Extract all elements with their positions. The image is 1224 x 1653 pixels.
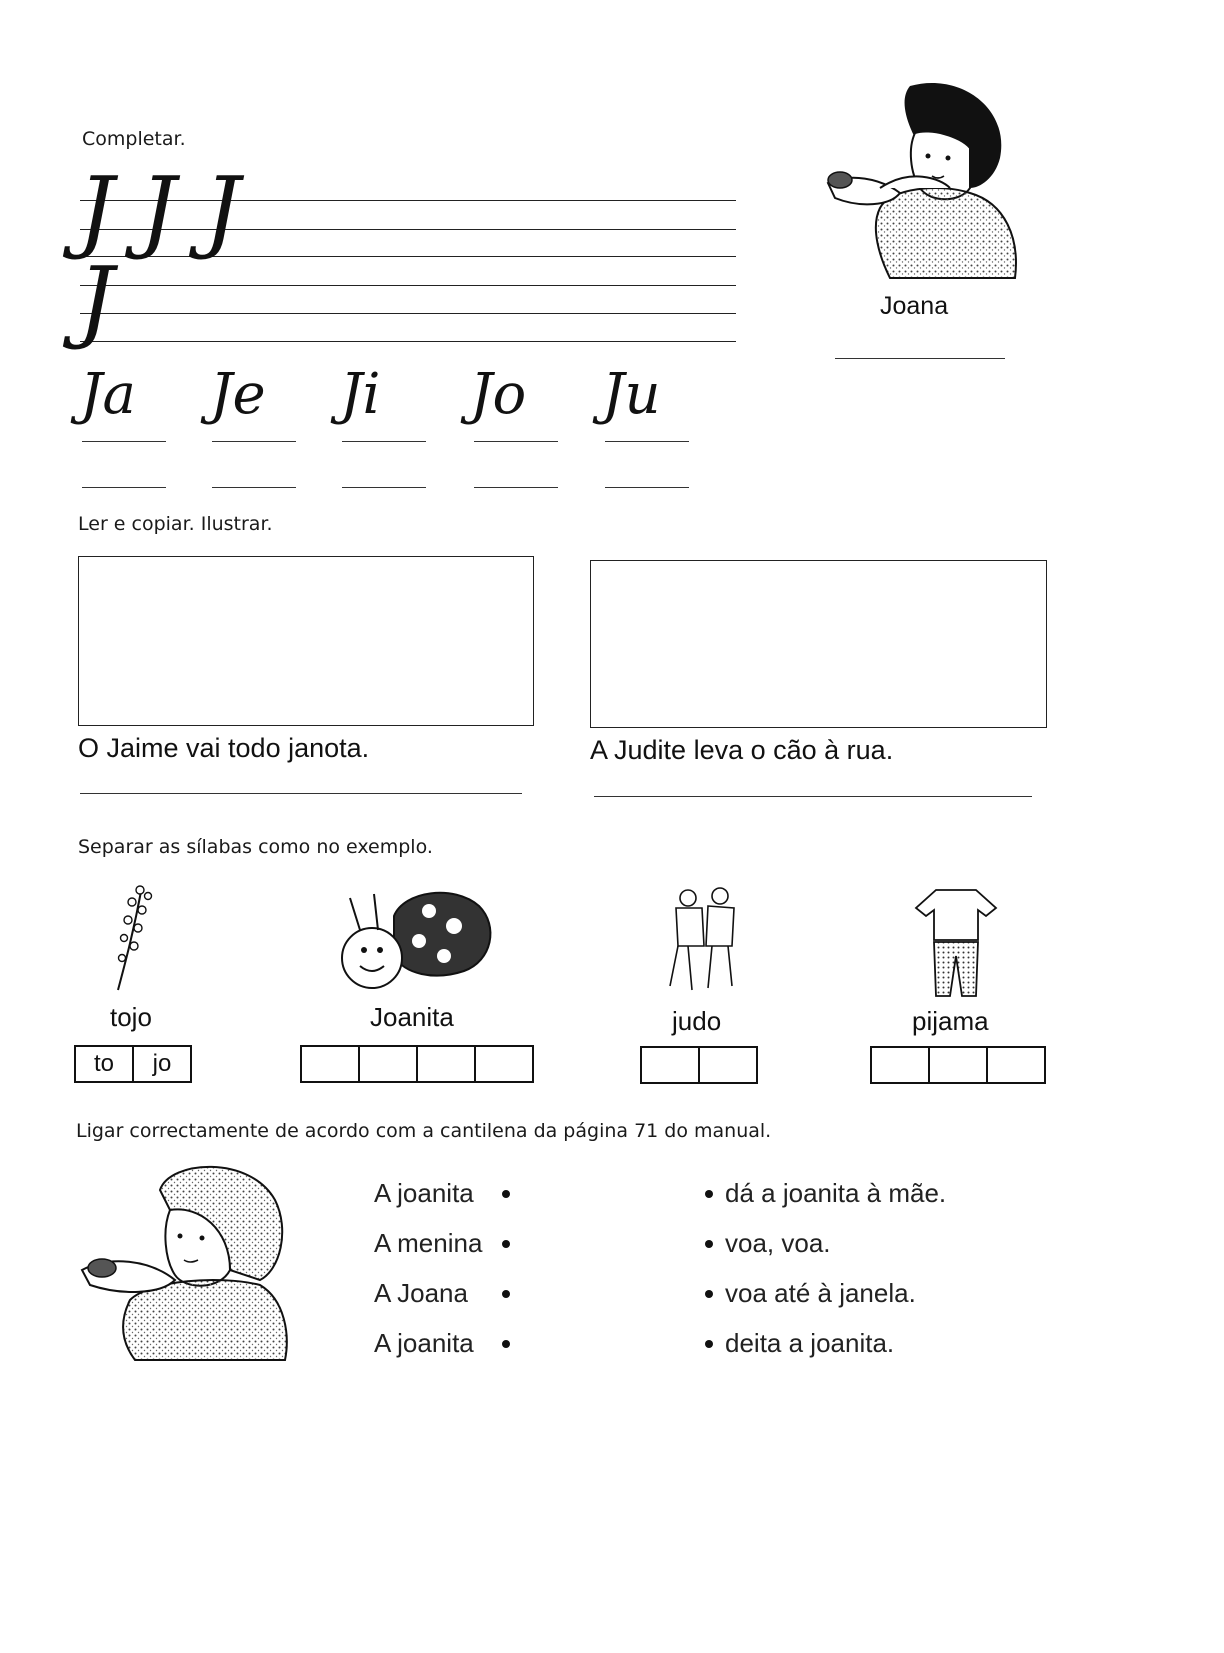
syllable-cells-tojo [74, 1045, 192, 1083]
syllable-cell[interactable] [930, 1048, 988, 1082]
syllable-cell[interactable] [476, 1047, 532, 1081]
syllable-cell[interactable] [418, 1047, 476, 1081]
copy-blank-1[interactable] [80, 793, 522, 794]
girl-holding-ladybug-icon [80, 1160, 300, 1360]
match-right-2[interactable]: voa, voa. [725, 1228, 831, 1258]
match-dot-right[interactable] [705, 1290, 713, 1298]
instruction-ler-copiar: Ler e copiar. Ilustrar. [78, 513, 273, 535]
match-left-text: A joanita [374, 1328, 474, 1358]
instruction-completar: Completar. [82, 128, 186, 150]
word-tojo: tojo [110, 1002, 152, 1032]
match-left-2[interactable] [374, 1228, 482, 1259]
sentence-2: A Judite leva o cão à rua. [590, 735, 894, 765]
syllable-ji: Ji [340, 362, 381, 427]
match-dot-left[interactable] [502, 1340, 510, 1348]
pajamas-icon [912, 886, 1000, 998]
syllable-ja: Ja [80, 362, 136, 427]
model-letter-4: J [78, 248, 115, 353]
match-left-4[interactable] [374, 1328, 474, 1359]
syllable-ju: Ju [602, 362, 661, 427]
syllable-jo: Jo [470, 362, 527, 427]
syllable-cells-pijama[interactable] [870, 1046, 1046, 1084]
word-joanita: Joanita [370, 1002, 454, 1032]
model-letter-1: J [78, 158, 115, 263]
word-judo: judo [672, 1006, 722, 1036]
copy-blank-2[interactable] [594, 796, 1032, 797]
illustration-box-2[interactable] [590, 560, 1047, 728]
syllable-cell: to [76, 1047, 134, 1081]
branch-icon [108, 880, 158, 992]
syllable-cell[interactable] [988, 1048, 1044, 1082]
match-dot-right[interactable] [705, 1190, 713, 1198]
girl-name-blank[interactable] [835, 358, 1005, 359]
girl-illustration-icon [820, 78, 1030, 288]
match-left-text: A Joana [374, 1278, 468, 1308]
syllable-cell[interactable] [360, 1047, 418, 1081]
instruction-ligar: Ligar correctamente de acordo com a cantilena da página 71 do manual. [76, 1120, 772, 1142]
match-right-3[interactable]: voa até à janela. [725, 1278, 916, 1308]
match-dot-left[interactable] [502, 1290, 510, 1298]
sentence-1: O Jaime vai todo janota. [78, 733, 370, 763]
match-dot-left[interactable] [502, 1240, 510, 1248]
judo-icon [658, 886, 744, 996]
syllable-cell[interactable] [872, 1048, 930, 1082]
match-left-text: A menina [374, 1228, 483, 1258]
match-dot-left[interactable] [502, 1190, 510, 1198]
word-pijama: pijama [912, 1006, 989, 1036]
match-left-text: A joanita [374, 1178, 474, 1208]
girl-name-label: Joana [880, 292, 949, 320]
instruction-separar: Separar as sílabas como no exemplo. [78, 836, 433, 858]
syllable-cell: jo [152, 1050, 172, 1077]
model-letter-2: J [140, 158, 177, 263]
ladybug-icon [334, 886, 494, 986]
syllable-cell[interactable] [700, 1048, 756, 1082]
match-left-3[interactable] [374, 1278, 468, 1309]
syllable-cell[interactable] [642, 1048, 700, 1082]
syllable-je: Je [210, 362, 266, 427]
syllable-cells-joanita[interactable] [300, 1045, 534, 1083]
match-right-4[interactable]: deita a joanita. [725, 1328, 895, 1358]
match-dot-right[interactable] [705, 1340, 713, 1348]
syllable-cell[interactable] [302, 1047, 360, 1081]
syllable-cells-judo[interactable] [640, 1046, 758, 1084]
match-dot-right[interactable] [705, 1240, 713, 1248]
match-left-1[interactable] [374, 1178, 474, 1209]
model-letter-3: J [204, 158, 241, 263]
match-right-1[interactable]: dá a joanita à mãe. [725, 1178, 947, 1208]
illustration-box-1[interactable] [78, 556, 534, 726]
